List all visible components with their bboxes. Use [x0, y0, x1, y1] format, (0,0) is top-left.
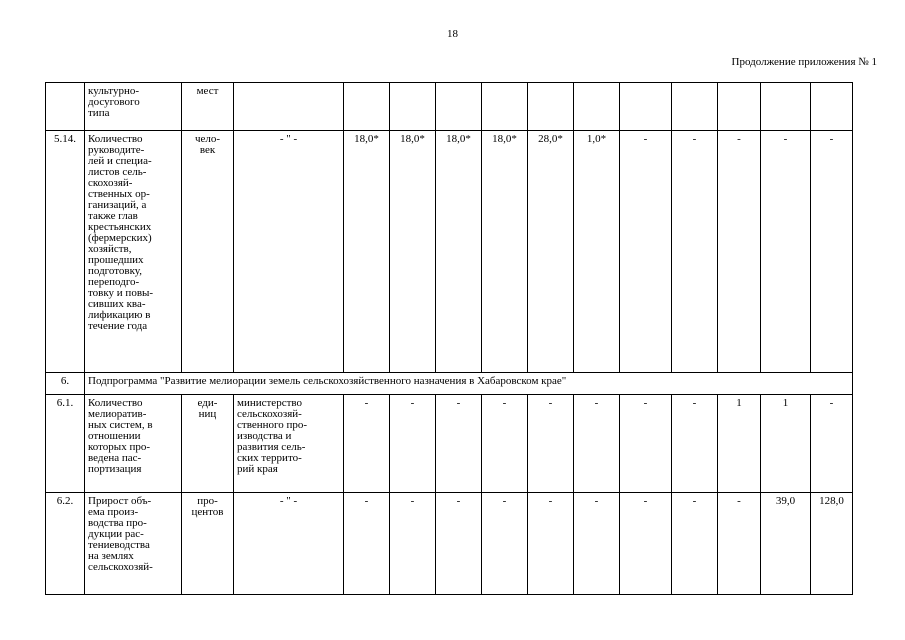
value-cell: - [344, 395, 390, 493]
value-cell [528, 83, 574, 131]
table-row [46, 131, 853, 373]
value-cell [390, 83, 436, 131]
unit-cell: еди- ниц [182, 395, 234, 493]
responsible-cell: министерство сельскохозяй- ственного про- изводства и развития сель- ских террито- рий края [234, 395, 344, 493]
value-cell: - [390, 493, 436, 595]
value-cell: 128,0 [811, 493, 853, 595]
value-cell: 1 [718, 395, 761, 493]
value-cell [482, 83, 528, 131]
value-cell [672, 83, 718, 131]
value-cell [436, 83, 482, 131]
value-cell: - [672, 395, 718, 493]
row-number: 6. [46, 373, 85, 395]
value-cell: - [528, 395, 574, 493]
indicator-name: Количество мелиоратив- ных систем, в отношении которых про- ведена пас- портизация [85, 395, 182, 493]
responsible-cell [234, 83, 344, 131]
value-cell: - [811, 131, 853, 373]
value-cell: 18,0* [436, 131, 482, 373]
value-cell: - [482, 493, 528, 595]
value-cell: - [672, 493, 718, 595]
unit-cell: про- центов [182, 493, 234, 595]
value-cell: - [574, 493, 620, 595]
value-cell: 1,0* [574, 131, 620, 373]
value-cell: - [811, 395, 853, 493]
value-cell: - [528, 493, 574, 595]
value-cell [620, 83, 672, 131]
value-cell: - [620, 131, 672, 373]
row-number: 5.14. [46, 131, 85, 373]
value-cell: 18,0* [482, 131, 528, 373]
value-cell: 18,0* [390, 131, 436, 373]
table-row [46, 395, 853, 493]
unit-cell: мест [182, 83, 234, 131]
value-cell: - [718, 493, 761, 595]
table-row [46, 83, 853, 131]
indicator-name: культурно- досугового типа [85, 83, 182, 131]
indicator-name: Прирост объ- ема произ- водства про- дукции рас- тениеводства на землях сельскохозяй- [85, 493, 182, 595]
value-cell [811, 83, 853, 131]
value-cell: 28,0* [528, 131, 574, 373]
value-cell: - [672, 131, 718, 373]
value-cell: - [574, 395, 620, 493]
value-cell [574, 83, 620, 131]
row-number: 6.2. [46, 493, 85, 595]
value-cell: - [344, 493, 390, 595]
row-number [46, 83, 85, 131]
value-cell [344, 83, 390, 131]
value-cell: - [620, 493, 672, 595]
table-row [46, 493, 853, 595]
value-cell: 1 [761, 395, 811, 493]
value-cell: - [436, 493, 482, 595]
responsible-cell: - " - [234, 131, 344, 373]
value-cell: - [620, 395, 672, 493]
value-cell: - [390, 395, 436, 493]
page-number: 18 [447, 28, 458, 40]
indicator-name: Количество руководите- лей и специа- листов сель- скохозяй- ственных ор- ганизаций, а также глав крестьянских (фермерских) хозяйств, прошедших подготовку, переподго- товку и повы- сивших ква- лификацию в течение года [85, 131, 182, 373]
value-cell: - [482, 395, 528, 493]
continuation-label: Продолжение приложения № 1 [731, 56, 877, 68]
responsible-cell: - " - [234, 493, 344, 595]
value-cell [761, 83, 811, 131]
unit-cell: чело- век [182, 131, 234, 373]
value-cell: 18,0* [344, 131, 390, 373]
row-number: 6.1. [46, 395, 85, 493]
value-cell: - [718, 131, 761, 373]
value-cell: - [436, 395, 482, 493]
value-cell: 39,0 [761, 493, 811, 595]
indicators-table [45, 82, 853, 595]
value-cell [718, 83, 761, 131]
table-row [46, 373, 853, 395]
subprogram-title: Подпрограмма "Развитие мелиорации земель сельскохозяйственного назначения в Хабаровском крае" [85, 373, 853, 395]
value-cell: - [761, 131, 811, 373]
